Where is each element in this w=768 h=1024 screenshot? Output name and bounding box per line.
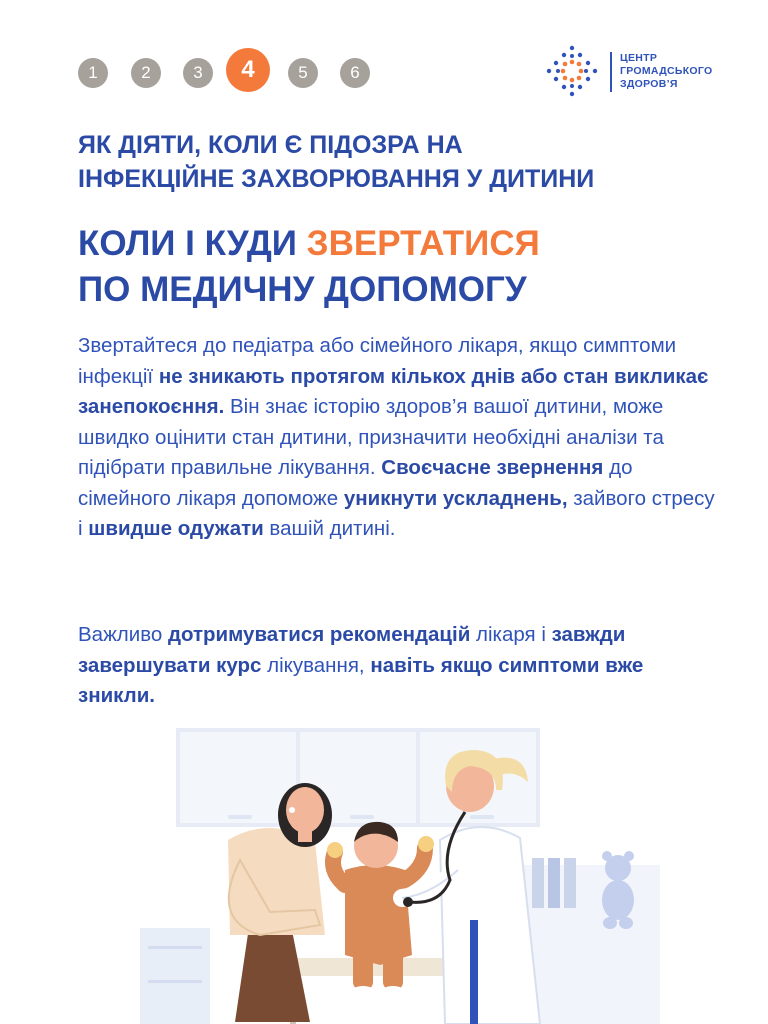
title-part-1: КОЛИ І КУДИ — [78, 224, 307, 263]
logo-line-3: ЗДОРОВ’Я — [620, 78, 678, 90]
p2-text-3: лікування, — [261, 653, 371, 677]
logo-divider — [610, 52, 612, 92]
p1-text-1: Звертайтеся до педіатра або сімейного лікаря, якщо симптоми інфекції — [78, 334, 677, 388]
shelf-background — [520, 858, 660, 1024]
p2-bold-2: завжди завершувати курс — [78, 623, 626, 677]
title-line-2: ПО МЕДИЧНУ ДОПОМОГУ — [78, 270, 527, 309]
page-title — [78, 221, 738, 313]
step-2: 2 — [131, 58, 161, 88]
body-paragraph-1 — [78, 331, 718, 545]
p1-text-5: вашій дитині. — [263, 517, 396, 540]
step-indicator — [78, 48, 378, 98]
step-3: 3 — [183, 58, 213, 88]
body-paragraph-2 — [78, 620, 718, 712]
p1-text-4: зайвого стресу і — [78, 486, 715, 540]
p1-bold-4: швидше одужати — [88, 517, 264, 540]
section-kicker — [78, 128, 718, 196]
title-accent: ЗВЕРТАТИСЯ — [306, 224, 540, 263]
doctor-visit-illustration — [140, 720, 660, 1024]
p2-bold-3: навіть якщо симптоми вже зникли. — [78, 653, 644, 707]
logo-text — [620, 52, 712, 91]
step-1: 1 — [78, 58, 108, 88]
p1-bold-1: не зникають протягом кількох днів або стан викликає занепокоєння. — [78, 364, 709, 418]
p1-bold-2: Своєчасне звернення — [381, 456, 604, 479]
p2-bold-1: дотримуватися рекомендацій — [167, 623, 471, 646]
p1-text-2: Він знає історію здоров’я вашої дитини, може швидко оцінити стан дитини, призначити необхідні аналізи та підібрати правильне лікування. — [78, 395, 664, 479]
kicker-line-2: ІНФЕКЦІЙНЕ ЗАХВОРЮВАННЯ У ДИТИНИ — [78, 165, 595, 193]
logo-line-2: ГРОМАДСЬКОГО — [620, 65, 713, 77]
p1-bold-3: уникнути ускладнень, — [343, 486, 568, 510]
step-6: 6 — [340, 58, 370, 88]
public-health-center-logo — [544, 44, 714, 98]
logo-line-1: ЦЕНТР — [620, 52, 658, 64]
step-5: 5 — [288, 58, 318, 88]
p2-text-1: Важливо — [78, 623, 168, 646]
logo-dots-icon — [544, 44, 600, 98]
p1-text-3: до сімейного лікаря допоможе — [78, 456, 633, 510]
step-4-active: 4 — [226, 48, 270, 92]
drawers-background — [140, 928, 210, 1024]
p2-text-2: лікаря і — [470, 623, 552, 646]
kicker-line-1: ЯК ДІЯТИ, КОЛИ Є ПІДОЗРА НА — [78, 131, 463, 159]
